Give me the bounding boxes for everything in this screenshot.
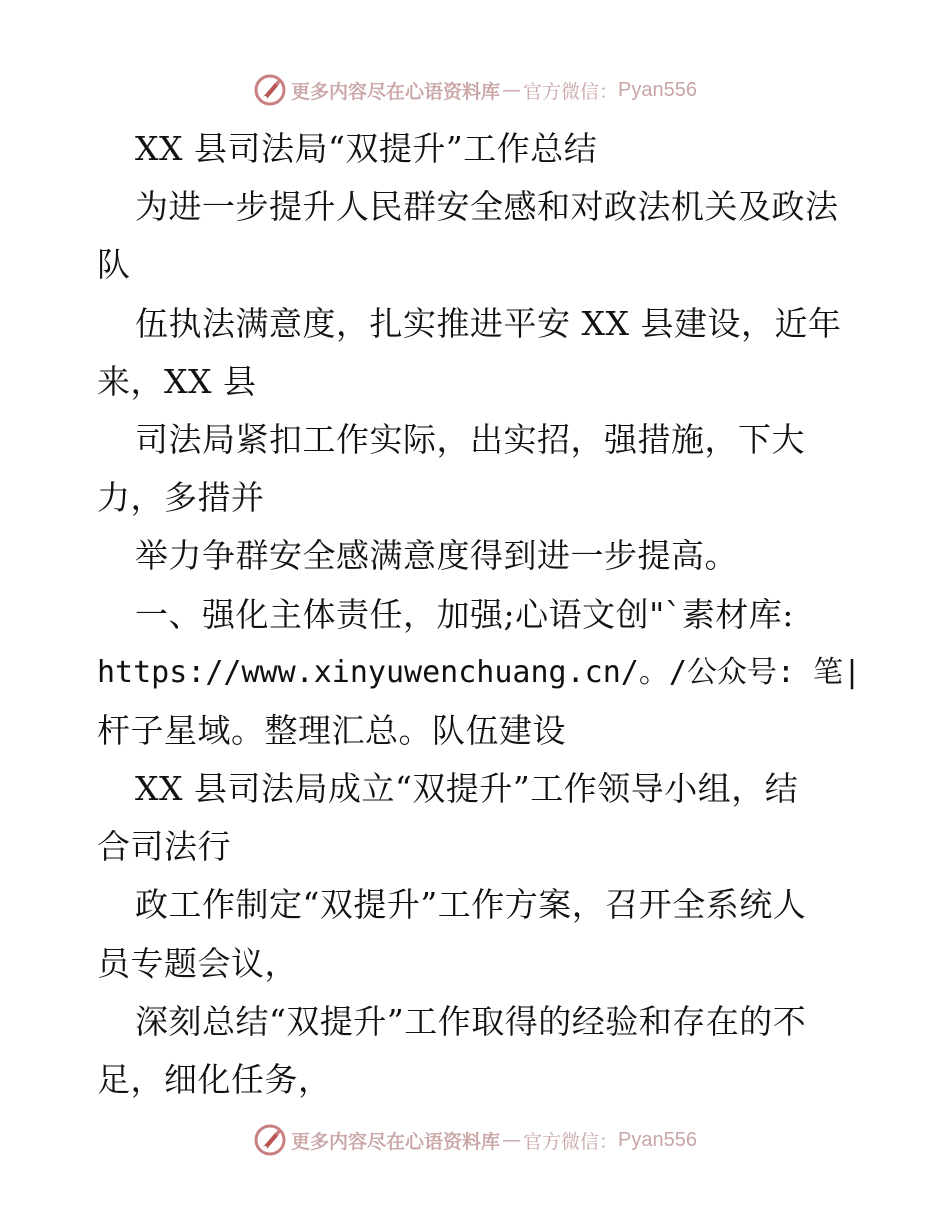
paragraph-line: 深刻总结“双提升”工作取得的经验和存在的不: [135, 1001, 807, 1041]
footer-watermark-banner: [0, 1120, 950, 1160]
paragraph-line: 举力争群安全感满意度得到进一步提高。: [135, 536, 738, 576]
document-title: XX 县司法局“双提升”工作总结: [135, 129, 598, 168]
site-name-text: 更多内容尽在心语资料库: [291, 1130, 501, 1153]
pen-nib-logo-icon: [253, 1123, 287, 1157]
paragraph-line: 员专题会议，: [97, 943, 298, 983]
paragraph-line: 司法局紧扣工作实际，出实招，强措施，下大: [135, 419, 805, 459]
wechat-id: Pyan556: [618, 78, 697, 101]
wechat-id: Pyan556: [618, 1128, 697, 1151]
pen-nib-logo-icon: [253, 73, 287, 107]
header-watermark-banner: [0, 70, 950, 110]
banner-separator: —: [502, 1129, 522, 1151]
wechat-label: 官方微信：: [523, 80, 619, 103]
banner-separator: —: [502, 79, 522, 101]
section-heading-line: 一、强化主体责任，加强;心语文创"`素材库:: [135, 594, 794, 634]
paragraph-line: 力，多措并: [97, 478, 265, 518]
document-body: [97, 120, 862, 1109]
paragraph-line: 杆子星域。整理汇总。队伍建设: [97, 710, 566, 750]
paragraph-line: 来，XX 县: [97, 361, 257, 401]
paragraph-line: 政工作制定“双提升”工作方案，召开全系统人: [135, 885, 807, 925]
paragraph-line: 队: [97, 245, 131, 285]
site-name-text: 更多内容尽在心语资料库: [291, 80, 501, 103]
paragraph-line: XX 县司法局成立“双提升”工作领导小组，结: [135, 769, 799, 809]
paragraph-line: 伍执法满意度，扎实推进平安 XX 县建设，近年: [135, 303, 842, 343]
paragraph-line: 合司法行: [97, 827, 231, 867]
url-line: https://www.xinyuwenchuang.cn/。/公众号: 笔|: [97, 654, 862, 690]
paragraph-line: 足，细化任务，: [97, 1060, 332, 1099]
wechat-label: 官方微信：: [523, 1130, 619, 1153]
paragraph-line: 为进一步提升人民群安全感和对政法机关及政法: [135, 187, 839, 227]
